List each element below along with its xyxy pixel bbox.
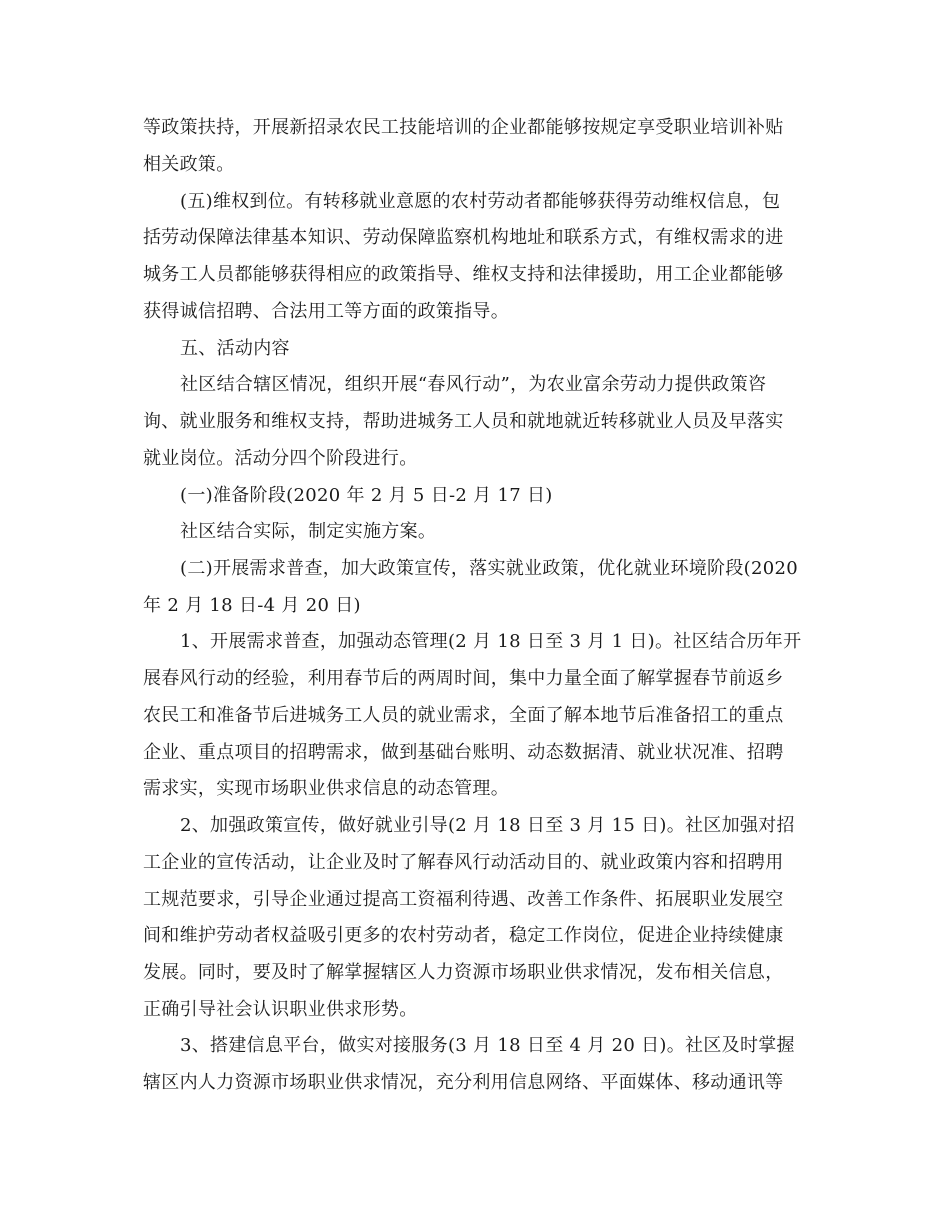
text-line: 展春风行动的经验，利用春节后的两周时间，集中力量全面了解掌握春节前返乡 [143, 668, 784, 689]
text-line: 间和维护劳动者权益吸引更多的农村劳动者，稳定工作岗位，促进企业持续健康 [143, 925, 784, 946]
text-line: 社区结合实际，制定实施方案。 [180, 521, 437, 542]
text-line: 3、搭建信息平台，做实对接服务(3 月 18 日至 4 月 20 日)。社区及时掌握 [180, 1035, 795, 1056]
text-line: 相关政策。 [143, 154, 235, 175]
text-line: 等政策扶持，开展新招录农民工技能培训的企业都能够按规定享受职业培训补贴 [143, 117, 784, 138]
text-line: 2、加强政策宣传，做好就业引导(2 月 18 日至 3 月 15 日)。社区加强对招 [180, 815, 795, 836]
text-line: 需求实，实现市场职业供求信息的动态管理。 [143, 778, 509, 799]
text-line: 正确引导社会认识职业供求形势。 [143, 999, 418, 1020]
text-line: 询、就业服务和维权支持，帮助进城务工人员和就地就近转移就业人员及早落实 [143, 411, 784, 432]
text-line: (五)维权到位。有转移就业意愿的农村劳动者都能够获得劳动维权信息，包 [180, 191, 781, 212]
text-line: 城务工人员都能够获得相应的政策指导、维权支持和法律援助，用工企业都能够 [143, 264, 784, 285]
text-line: 括劳动保障法律基本知识、劳动保障监察机构地址和联系方式，有维权需求的进 [143, 227, 784, 248]
text-line: 工规范要求，引导企业通过提高工资福利待遇、改善工作条件、拓展职业发展空 [143, 889, 784, 910]
text-line: 获得诚信招聘、合法用工等方面的政策指导。 [143, 301, 509, 322]
section-heading: 五、活动内容 [180, 338, 290, 359]
text-line: 就业岗位。活动分四个阶段进行。 [143, 448, 418, 469]
text-line: 发展。同时，要及时了解掌握辖区人力资源市场职业供求情况，发布相关信息， [143, 962, 784, 983]
text-line: 年 2 月 18 日-4 月 20 日) [143, 595, 361, 616]
text-line: 1、开展需求普查，加强动态管理(2 月 18 日至 3 月 1 日)。社区结合历年开 [180, 631, 802, 652]
text-line: 工企业的宣传活动，让企业及时了解春风行动活动目的、就业政策内容和招聘用 [143, 852, 784, 873]
text-line: (二)开展需求普查，加大政策宣传，落实就业政策，优化就业环境阶段(2020 [180, 558, 798, 579]
text-line: 辖区内人力资源市场职业供求情况，充分利用信息网络、平面媒体、移动通讯等 [143, 1072, 784, 1093]
text-line: (一)准备阶段(2020 年 2 月 5 日-2 月 17 日) [180, 485, 553, 506]
text-line: 企业、重点项目的招聘需求，做到基础台账明、动态数据清、就业状况准、招聘 [143, 742, 784, 763]
text-line: 社区结合辖区情况，组织开展“春风行动”，为农业富余劳动力提供政策咨 [180, 374, 767, 395]
text-line: 农民工和准备节后进城务工人员的就业需求，全面了解本地节后准备招工的重点 [143, 705, 784, 726]
